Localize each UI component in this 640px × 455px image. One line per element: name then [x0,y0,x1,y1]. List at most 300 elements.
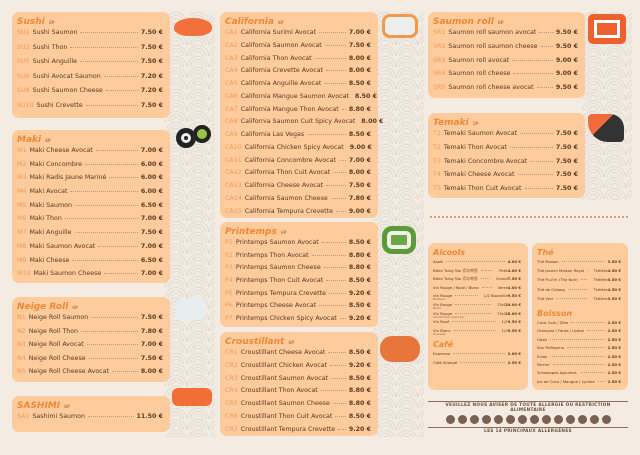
drink-price: 2.50 € [607,336,621,342]
item-price: 7.50 € [140,354,163,362]
menu-item [17,87,163,102]
section-neige-roll [12,297,170,382]
drink-item [537,328,621,336]
drink-item [433,293,521,302]
drink-item [537,370,621,378]
neige-roll-image [176,298,206,320]
menu-item [433,158,578,172]
item-price: 9.20 € [348,361,371,369]
dot-leader [587,330,605,331]
printemps-image [382,226,416,254]
dot-leader [70,47,138,48]
menu-item [225,252,371,265]
allergen-icon [518,415,527,424]
dot-leader [75,205,138,206]
dot-leader [326,280,346,281]
drink-row [537,296,621,301]
item-name: Neige Roll Saumon [28,314,89,321]
section-heading: Boisson [537,308,573,318]
allergen-icon [566,415,575,424]
drink-item [537,268,621,277]
drink-item [433,268,521,277]
section-title [17,302,163,312]
item-name: Sushi Anguille [32,58,78,66]
drink-item [433,302,521,311]
dot-leader [581,279,588,280]
pieces-tag: 6P [45,138,51,143]
menu-item [225,290,371,303]
item-name: California Chicken Spicy Avocat [244,143,344,151]
item-price: 7.00 € [140,242,163,250]
item-code: CA5 [225,80,238,87]
item-name: Sushi Saumon Cheese [32,87,103,95]
drink-name: Orangina / Fanta / Lipton [537,328,585,334]
drink-price: 2.50 € [607,353,621,359]
allergen-icon [590,415,599,424]
dot-leader [580,372,605,373]
allergen-icon [578,415,587,424]
dot-leader [562,261,605,262]
dot-leader [541,46,553,47]
drink-item [537,320,621,328]
drink-item [537,354,621,362]
item-name: California Tempura Crevette [244,207,333,215]
item-name: Sashimi Saumon [32,413,86,420]
item-name: Maki Thon [29,215,62,223]
item-name: Croustillant Thon Avocat [240,387,318,395]
allergen-icon [530,415,539,424]
drink-item [537,287,621,296]
menu-item [17,44,163,59]
drink-item [433,328,521,337]
drink-price: 7.50 € [507,276,521,282]
item-price: 7.50 € [140,58,163,66]
item-code: CR4 [225,387,238,395]
item-price: 7.50 € [555,130,578,137]
menu-item [433,130,578,144]
dot-leader [331,198,346,199]
item-price: 8.50 € [348,412,371,420]
item-price: 7.50 € [555,171,578,179]
drink-size: Théière [593,295,608,301]
item-name: Printemps Chicken Spicy Avocat [235,315,337,323]
dot-leader [104,76,138,77]
menu-item [17,58,163,73]
item-code: CA14 [225,194,242,202]
dot-leader [553,364,605,365]
drink-item [433,276,521,285]
section-maki [12,130,170,283]
dot-leader [88,416,133,417]
section-title [225,17,371,27]
dot-leader [315,58,346,59]
dot-leader [339,160,346,161]
item-code: M1 [17,147,27,154]
menu-item [17,413,163,426]
item-price: 8.00 € [348,54,371,62]
drink-item [433,259,521,268]
item-code: SR5 [433,84,446,92]
dot-leader [65,218,138,219]
item-code: SU2 [17,43,30,51]
dot-leader [520,133,553,134]
section-title [433,17,578,27]
drink-row [433,259,521,264]
item-price: 8.00 € [140,368,163,376]
section-heading: California [225,17,274,27]
menu-item [225,144,371,157]
item-name: Printemps Saumon Cheese [235,264,321,272]
item-price: 6.00 € [140,160,163,168]
item-price: 8.80 € [348,251,371,259]
section-temaki [428,113,585,198]
item-code: SU8 [17,87,30,95]
item-price: 8.50 € [348,131,371,138]
dot-leader [340,318,346,319]
drink-price: 9.50 € [507,293,521,299]
menu-item [433,185,578,199]
item-name: California Saumon Cuit Spicy Avocat [240,118,356,126]
item-code: N3 [17,341,26,349]
item-code: CA12 [225,169,242,177]
drink-row [433,276,521,282]
menu-item [433,43,578,57]
item-price: 7.50 € [555,143,578,151]
section-heading: Thé [537,248,554,257]
item-code: P1 [225,239,233,246]
wave-pattern [165,12,215,437]
section-heading: Café [433,340,454,350]
dot-leader [319,305,346,306]
dot-leader [70,191,137,192]
item-price: 9.20 € [348,315,371,323]
menu-item [17,270,163,284]
drink-row [537,320,621,325]
item-price: 8.50 € [348,239,371,246]
dot-leader [72,260,137,261]
menu-item [225,387,371,400]
item-price: 7.00 € [140,270,163,278]
item-price: 6.50 € [140,256,163,264]
drink-size: 1/2 [501,319,508,325]
section-title [17,401,163,411]
section-heading: Sushi [17,17,45,27]
item-code: SR4 [433,70,446,78]
dot-leader [539,32,553,33]
item-price: 11.50 € [136,413,163,420]
item-code: CA4 [225,67,238,75]
item-price: 8.50 € [348,277,371,285]
drink-name: Vin Rouge [433,310,453,316]
section-heading: Temaki [433,118,469,128]
dot-leader [452,321,495,322]
item-price: 9.50 € [555,29,578,36]
wave-pattern [374,12,424,437]
item-code: CA3 [225,54,238,62]
drink-row [537,268,621,273]
item-code: T3 [433,157,441,165]
item-name: Temaki Concombre Avocat [443,157,528,165]
item-code: SR2 [433,42,446,50]
menu-item [225,131,371,144]
drink-price: 9.50 € [507,319,521,325]
item-price: 7.00 € [348,29,371,36]
drink-item [433,319,521,328]
item-code: CA9 [225,131,238,138]
maki-image [193,125,211,143]
item-name: Saumon roll cheese avocat [448,84,534,92]
item-name: Printemps Cheese Avocat [235,302,317,310]
drink-item [537,379,621,387]
drink-row [537,370,621,375]
item-name: Croustillant Cheese Avocat [240,349,326,356]
item-name: Maki Saumon [29,201,72,209]
allergen-icon [446,415,455,424]
item-code: N1 [17,314,26,321]
section-sashimi [12,396,170,432]
item-code: T1 [433,130,441,137]
item-name: California Mangue Thon Avocat [240,105,339,113]
item-name: Saumon roll saumon avocat [448,29,537,36]
item-code: M3 [17,174,27,182]
item-code: CR2 [225,361,238,369]
dot-leader [453,353,505,354]
drink-note: Merlot [433,306,442,310]
item-name: Temaki Saumon Avocat [443,130,518,137]
item-code: CA6 [225,92,238,100]
dot-leader [513,73,552,74]
menu-item [225,349,371,362]
item-code: CA15 [225,207,242,215]
sashimi-image [172,388,212,406]
dot-leader [568,289,588,290]
dot-leader [86,105,138,106]
menu-item [17,202,163,216]
item-price: 7.50 € [140,314,163,321]
section-title [537,309,621,318]
section-heading: Croustillant [225,337,285,347]
dot-leader [328,352,345,353]
menu-item [225,29,371,42]
item-name: Maki Radis Jaune Mariné [29,174,107,182]
drink-price: 2.50 € [607,378,621,384]
item-name: Maki Saumon Cheese [33,270,102,278]
drinks-left-panel [428,243,528,390]
item-code: M4 [17,188,27,196]
drink-price: 4.50 € [607,268,621,274]
item-code: CR1 [225,349,238,356]
menu-item [17,355,163,369]
item-price: 8.80 € [348,387,371,395]
allergen-icon [482,415,491,424]
pieces-tag: 6P [288,340,295,345]
dot-leader [80,32,137,33]
drink-size: Grand [496,276,508,282]
drink-price: 20.00 € [505,301,521,307]
item-price: 7.00 € [140,147,163,154]
item-price: 8.00 € [348,169,371,177]
item-price: 7.00 € [140,341,163,349]
menu-item [225,42,371,55]
drink-row [537,345,621,350]
item-code: CA7 [225,105,238,113]
item-name: Sushi Saumon [32,29,78,36]
item-code: CR3 [225,374,238,382]
dot-leader [338,429,346,430]
menu-item [17,29,163,44]
item-price: 9.00 € [349,143,372,151]
drink-size: 75cl [497,301,506,307]
dot-leader [319,32,346,33]
item-price: 7.50 € [348,41,371,49]
section-cafe [433,340,521,368]
allergen-icon [494,415,503,424]
item-name: Neige Roll Cheese [28,354,86,362]
item-code: M6 [17,215,27,223]
item-code: SU6 [17,72,30,80]
drink-row [537,277,621,282]
section-croustillant [220,332,378,436]
dot-leader [321,390,346,391]
item-name: California Saumon Avocat [240,41,322,49]
item-code: CR5 [225,400,238,408]
item-price: 8.50 € [354,92,378,100]
item-name: Saumon roll avocat [448,56,510,64]
menu-item [17,328,163,342]
allergen-icon [458,415,467,424]
item-code: P4 [225,277,233,285]
menu-item [17,161,163,175]
section-sushi [12,12,170,118]
section-title [17,135,163,145]
sushi-saumon-image [174,18,212,36]
item-name: California Mangue Saumon Avocat [240,92,349,100]
allergen-icon [542,415,551,424]
section-title [537,248,621,257]
allergen-icon [506,415,515,424]
item-name: Croustillant Saumon Avocat [240,374,328,382]
drink-item [433,351,521,360]
item-name: Sushi Avocat Saumon [32,72,101,80]
section-heading: Saumon roll [433,17,494,27]
drink-price: 2.00 € [507,351,521,357]
allergen-icon [602,415,611,424]
item-price: 7.80 € [140,327,163,335]
dot-leader [518,174,553,175]
menu-item [225,106,371,119]
dot-leader [326,70,346,71]
dot-leader [510,147,553,148]
dot-leader [525,188,553,189]
item-code: T5 [433,185,441,193]
menu-item [17,215,163,229]
drink-price: 2.50 € [607,345,621,351]
dot-leader [460,362,505,363]
drink-name: Oasis [537,336,548,342]
item-code: M5 [17,201,27,209]
dot-leader [550,339,604,340]
dot-leader [324,267,346,268]
section-alcools [433,248,521,336]
item-price: 7.50 € [140,229,163,237]
dot-leader [75,232,138,233]
item-price: 7.20 € [140,87,163,95]
drink-item [537,337,621,345]
dot-leader [91,317,138,318]
drink-name: Vin Rosé [433,319,450,325]
item-price: 9.50 € [555,42,578,50]
item-price: 7.50 € [348,182,371,189]
drink-size: 1/2 [501,327,508,333]
dot-leader [331,378,346,379]
pieces-tag: 6P [72,305,78,310]
item-code: CA13 [225,182,242,189]
drink-price: 3.50 € [607,277,621,283]
menu-item [17,368,163,382]
menu-item [225,400,371,413]
section-title [17,17,163,27]
dot-leader [98,246,138,247]
menu-item [17,341,163,355]
drink-size: Petit [499,267,508,273]
drink-name: Thé Vert [537,295,553,301]
dot-leader [537,87,553,88]
dot-leader [335,416,345,417]
dot-leader [333,403,346,404]
drink-name: Jus de Coco / Mangue / Lychee [537,378,595,384]
drink-name: Thé Jasmin Maison Royal [537,268,585,274]
dot-leader [336,211,346,212]
item-price: 7.20 € [140,72,163,80]
drinks-right-panel [532,243,628,390]
item-name: California Concombre Avocat [244,156,336,164]
item-name: California Surimi Avocat [240,29,317,36]
item-name: California Cheese Avocat [244,182,324,189]
item-name: California Anguille Avocat [240,80,322,87]
pieces-tag: 2P [48,20,55,25]
item-price: 7.50 € [140,29,163,36]
drink-price: 2.50 € [607,319,621,325]
drink-row [537,362,621,367]
drink-size: 1/2 Bouteille [483,293,508,299]
item-code: N2 [17,327,26,335]
menu-item [433,57,578,71]
drink-note: Muscadet [433,332,446,336]
dot-leader [326,185,346,186]
drink-name: San Pellegrino [537,345,565,351]
drink-price: 4.00 € [507,259,521,264]
item-name: Croustillant Saumon Cheese [240,400,330,408]
drink-row [537,354,621,359]
section-title [433,340,521,349]
item-name: Temaki Cheese Avocat [443,171,515,179]
dot-leader [81,331,138,332]
item-code: N4 [17,354,26,362]
allergen-icons [428,415,628,424]
drink-row [433,360,521,365]
section-title [433,248,521,257]
drink-item [537,277,621,286]
allergen-footer [428,398,628,446]
item-price: 7.50 € [555,185,578,193]
drink-row [537,328,621,333]
drink-item [537,362,621,370]
menu-item [433,70,578,84]
item-price: 8.50 € [348,349,371,356]
menu-item [225,118,384,131]
item-code: SU5 [17,58,30,66]
item-code: CR6 [225,412,238,420]
